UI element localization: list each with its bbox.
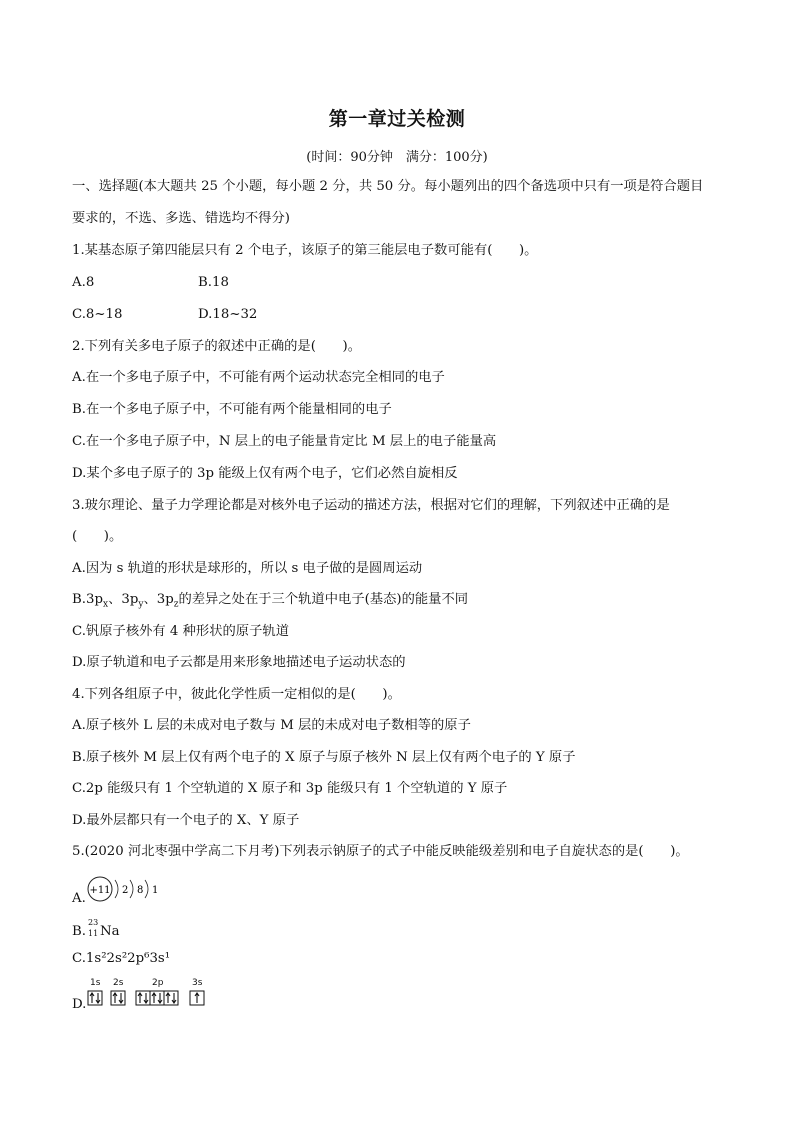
q3-option-b <box>72 591 468 614</box>
q3-option-a: A.因为 s 轨道的形状是球形的，所以 s 电子做的是圆周运动 <box>72 561 423 576</box>
q3-option-d: D.原子轨道和电子云都是用来形象地描述电子运动状态的 <box>72 655 406 670</box>
q3-option-c: C.钒原子核外有 4 种形状的原子轨道 <box>72 624 289 639</box>
element-symbol: Na <box>100 924 120 939</box>
q3-option-b-prefix: B.3p <box>72 592 103 607</box>
q2-option-b: B.在一个多电子原子中，不可能有两个能量相同的电子 <box>72 402 392 417</box>
q2-option-a: A.在一个多电子原子中，不可能有两个运动状态完全相同的电子 <box>72 370 445 385</box>
orbital-box-2p-2 <box>150 991 164 1005</box>
shell-3-count: 1 <box>152 885 159 896</box>
q5-option-a-label: A. <box>72 891 86 906</box>
shell-arc-1 <box>115 880 118 898</box>
shell-arc-3 <box>145 880 148 898</box>
orbital-label-1s: 1s <box>90 978 101 988</box>
q4-option-d: D.最外层都只有一个电子的 X、Y 原子 <box>72 813 300 828</box>
orbital-label-3s: 3s <box>192 978 203 988</box>
q1-option-d: D.18~32 <box>198 307 258 322</box>
subscript-x: x <box>102 599 109 610</box>
electron-single-3s <box>195 993 199 1003</box>
nucleus-charge: +11 <box>89 885 111 896</box>
q1-option-b: B.18 <box>198 275 229 290</box>
q3-option-b-rest: 的差异之处在于三个轨道中电子(基态)的能量不同 <box>178 592 469 607</box>
orbital-box-2s <box>111 991 125 1005</box>
orbital-label-2s: 2s <box>113 978 124 988</box>
electron-pair-2p-3 <box>166 993 176 1003</box>
subscript-z: z <box>173 599 179 610</box>
q2-option-c: C.在一个多电子原子中，N 层上的电子能量肯定比 M 层上的电子能量高 <box>72 434 497 449</box>
page-title: 第一章过关检测 <box>328 108 466 130</box>
section-instructions-line2: 要求的，不选、多选、错选均不得分) <box>72 211 290 226</box>
subscript-y: y <box>138 599 144 610</box>
q5-option-c: C.1s²2s²2p⁶3s¹ <box>72 951 171 966</box>
orbital-box-1s <box>88 991 102 1005</box>
orbital-box-2p-3 <box>164 991 178 1005</box>
q1-option-c: C.8~18 <box>72 307 123 322</box>
q1-stem: 1.某基态原子第四能层只有 2 个电子，该原子的第三能层电子数可能有( )。 <box>72 243 538 258</box>
q5-option-b <box>72 920 120 941</box>
section-instructions-line1: 一、选择题(本大题共 25 个小题，每小题 2 分，共 50 分。每小题列出的四个备选项中只有一项是符合题目 <box>72 179 704 194</box>
electron-pair-2s <box>113 993 123 1003</box>
orbital-diagram <box>86 974 216 1014</box>
atom-structure-diagram <box>84 874 174 906</box>
shell-arc-2 <box>130 880 133 898</box>
exam-info: (时间：90分钟 满分：100分) <box>306 150 488 165</box>
electron-pair-2p-1 <box>138 993 148 1003</box>
mass-number: 23 <box>88 918 99 927</box>
q3-stem-line2: ( )。 <box>72 529 123 544</box>
q4-stem: 4.下列各组原子中，彼此化学性质一定相似的是( )。 <box>72 687 401 702</box>
q3-option-b-sep1: 、3p <box>108 592 139 607</box>
electron-pair-2p-2 <box>152 993 162 1003</box>
shell-2-count: 8 <box>137 885 144 896</box>
q3-option-b-sep2: 、3p <box>143 592 174 607</box>
q5-option-b-label: B. <box>72 924 86 939</box>
nuclide-numbers <box>86 920 100 938</box>
q1-option-a: A.8 <box>72 275 95 290</box>
q5-stem: 5.(2020 河北枣强中学高二下月考)下列表示钠原子的式子中能反映能级差别和电子自旋状态的是( )。 <box>72 844 689 859</box>
shell-1-count: 2 <box>122 885 129 896</box>
q2-stem: 2.下列有关多电子原子的叙述中正确的是( )。 <box>72 339 361 354</box>
q4-option-b: B.原子核外 M 层上仅有两个电子的 X 原子与原子核外 N 层上仅有两个电子的 Y 原子 <box>72 750 576 765</box>
q4-option-c: C.2p 能级只有 1 个空轨道的 X 原子和 3p 能级只有 1 个空轨道的 Y 原子 <box>72 781 508 796</box>
q5-option-d-label: D. <box>72 997 87 1012</box>
electron-pair-1s <box>90 993 100 1003</box>
q3-stem-line1: 3.玻尔理论、量子力学理论都是对核外电子运动的描述方法，根据对它们的理解，下列叙述中正确的是 <box>72 498 670 513</box>
orbital-label-2p: 2p <box>152 978 164 988</box>
q2-option-d: D.某个多电子原子的 3p 能级上仅有两个电子，它们必然自旋相反 <box>72 466 458 481</box>
orbital-box-2p-1 <box>136 991 150 1005</box>
q4-option-a: A.原子核外 L 层的未成对电子数与 M 层的未成对电子数相等的原子 <box>72 718 471 733</box>
atomic-number: 11 <box>88 929 99 938</box>
